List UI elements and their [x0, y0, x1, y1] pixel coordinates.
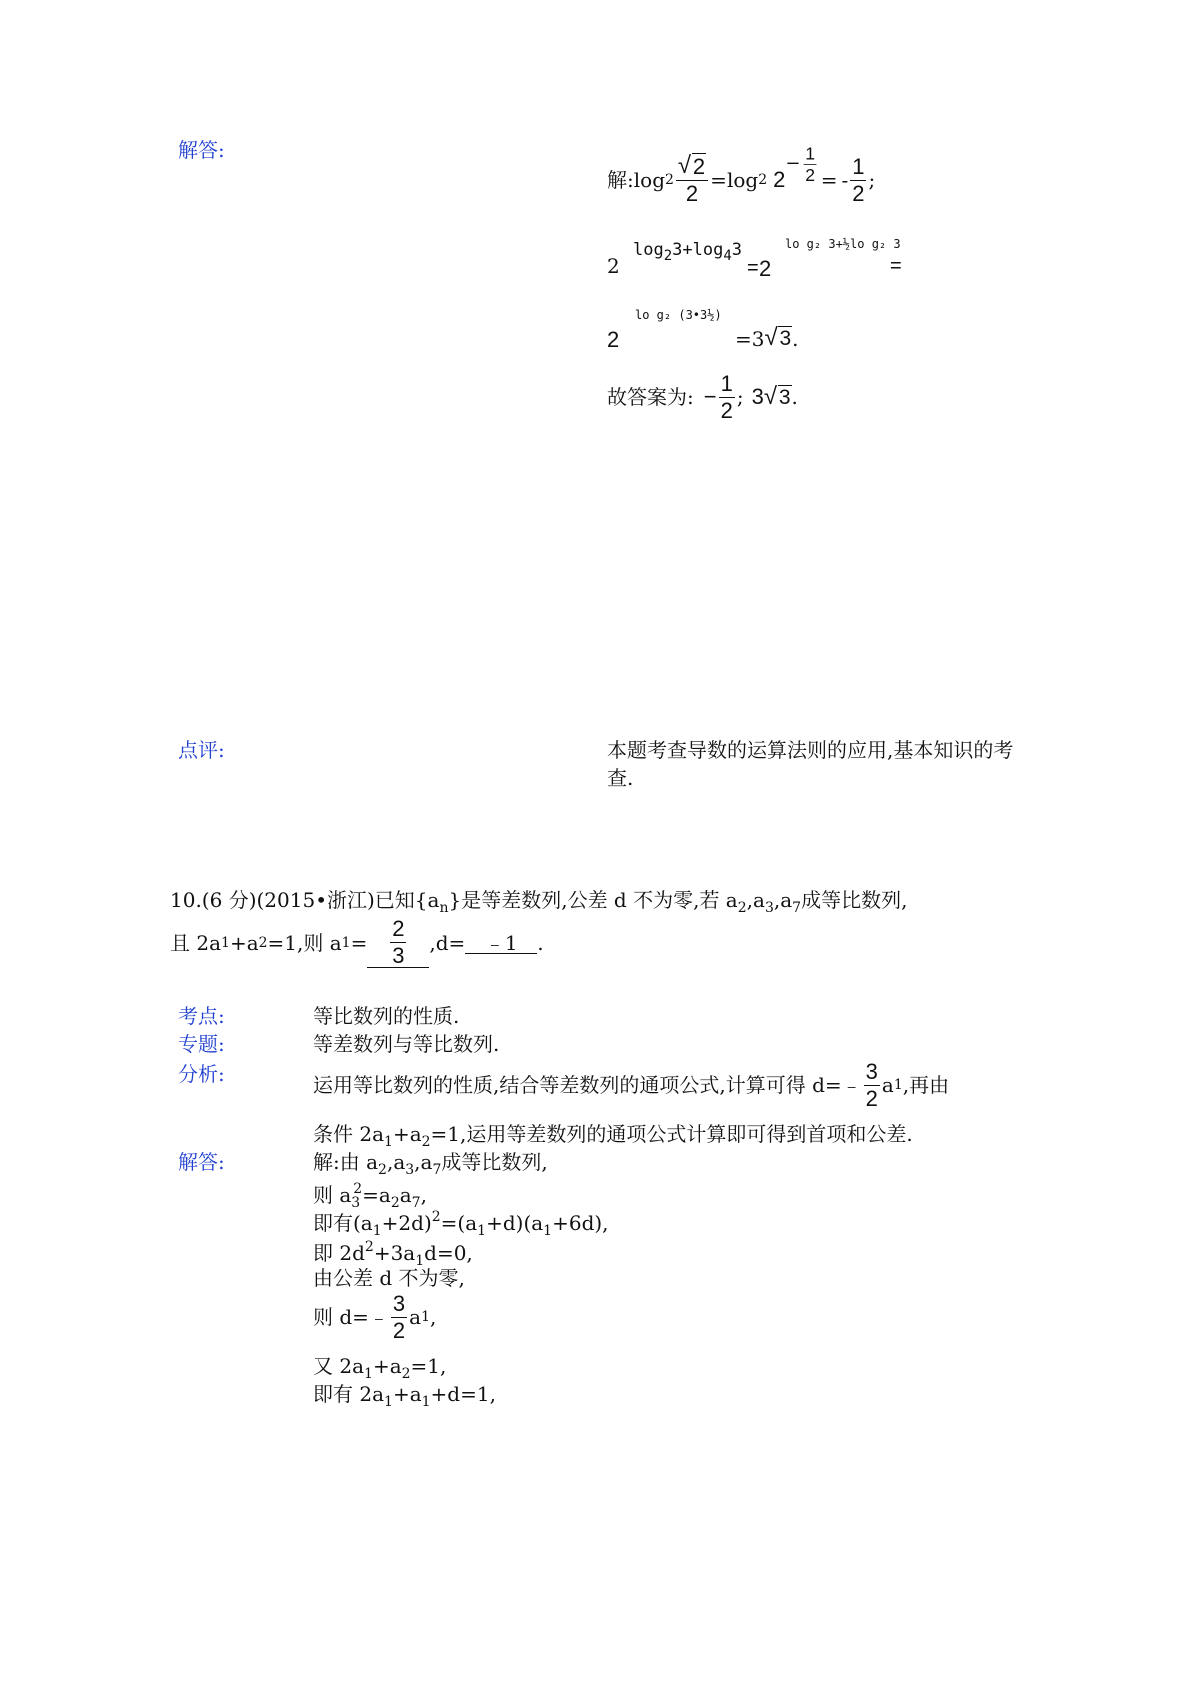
power-base: 2: [773, 167, 786, 192]
sol-line-4: 即 $2d^2+3a_1d=0$,: [313, 1239, 473, 1269]
sol-line-6: 则 d=﹣ $\frac{3}{2}$ a 1 ,: [313, 1290, 437, 1343]
kaodian-text: 等比数列的性质.: [313, 1004, 460, 1028]
solution-prefix: 解:: [607, 168, 634, 192]
log-text: log: [633, 168, 665, 192]
question-stem-line-1: 10.(6 分)(2015•浙江)已知$\{a_n\}$是等差数列,公差 d 不为零,若 $a_2,a_3,a_7$成等比数列,: [170, 888, 908, 916]
answer-blank-d: ﹣1: [465, 933, 537, 954]
log-base: 2: [665, 172, 674, 188]
jieda-label: 解答:: [178, 1150, 225, 1174]
kaodian-label: 考点:: [178, 1004, 225, 1028]
question-stem-line-2: 且 2a 1 +a 2 =1,则 a 1 = $\frac{2}{3}$ ,d= ﹣1 .: [170, 916, 544, 968]
sol-line-2: 则 $a_3^2=a_2a_7$,: [313, 1181, 427, 1211]
tiny-exponent: lo g₂ 3+½lo g₂ 3: [785, 237, 901, 251]
minus-half: $\frac{1}{2}$: [852, 153, 865, 206]
comment-line-2: 查.: [607, 766, 634, 790]
sol-line-8: 即有 $2a_1+a_1+d=1$,: [313, 1382, 496, 1410]
zhuanti-label: 专题:: [178, 1032, 225, 1056]
fenxi-line-2: 条件 $2a_1+a_2=1$,运用等差数列的通项公式计算即可得到首项和公差.: [313, 1122, 913, 1150]
answer-blank-a1: $\frac{2}{3}$: [367, 918, 429, 968]
sol-line-7: 又 $2a_1+a_2=1$,: [313, 1354, 447, 1382]
sqrt2-over-2: √ 2 2: [676, 156, 708, 205]
tiny-exponent-2: lo g₂ (3•3½): [635, 308, 722, 322]
final-answer-line: 故答案为: − $\frac{1}{2}$ ; 3 √ 3 .: [607, 370, 798, 423]
fenxi-line-1: 运用等比数列的性质,结合等差数列的通项公式,计算可得 d=﹣ $\frac{3}{2}$ a 1 ,再由: [313, 1058, 950, 1111]
fenxi-label: 分析:: [178, 1062, 225, 1086]
comment-line-1: 本题考查导数的运算法则的应用,基本知识的考: [607, 738, 1014, 762]
sol-line-5: 由公差 d 不为零,: [313, 1266, 465, 1290]
neg-half-exponent: − $\frac{1}{2}$: [785, 142, 816, 185]
sol-line-3: 即有$(a_1+2d)^2=(a_1+d)(a_1+6d)$,: [313, 1209, 609, 1239]
answer-label: 解答:: [178, 138, 225, 162]
sol-line-1: 解:由 $a_2,a_3,a_7$成等比数列,: [313, 1150, 548, 1178]
zhuanti-text: 等差数列与等比数列.: [313, 1032, 500, 1056]
solution-line-1: 解: log 2 √ 2 2 = log 2 2 − $\frac{1}{2}$ = - $\frac{1}{2}$ ;: [607, 152, 875, 208]
comment-label: 点评:: [178, 738, 225, 762]
